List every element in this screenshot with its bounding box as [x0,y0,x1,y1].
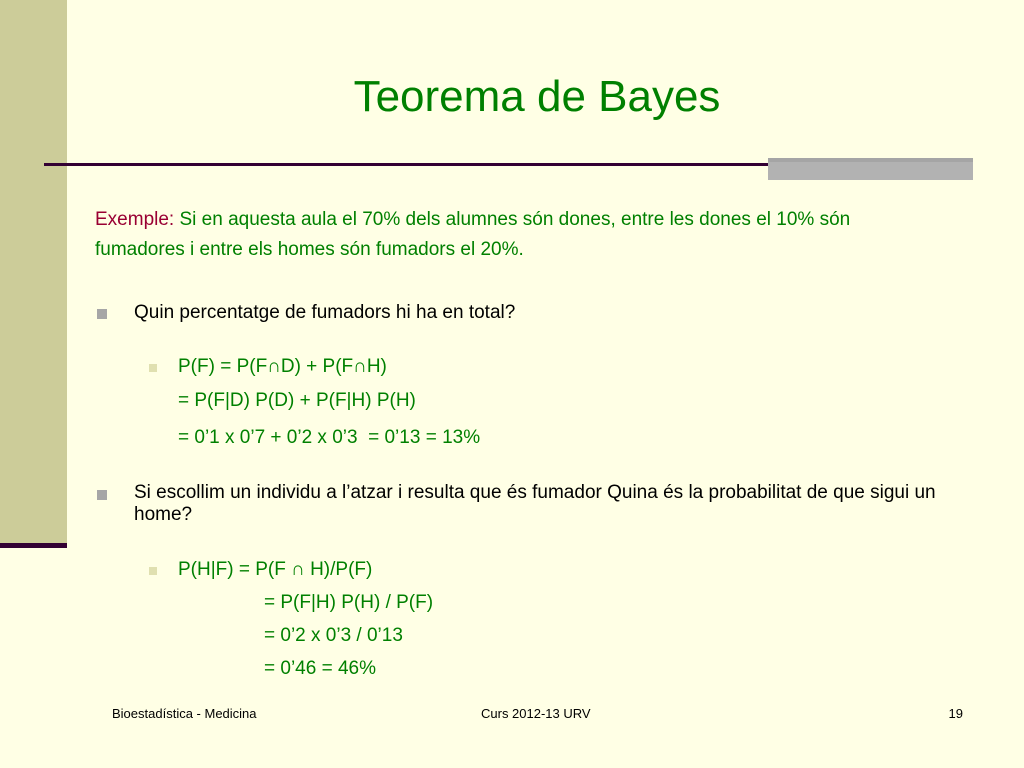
answer-2-line-3: = 0’2 x 0’3 / 0’13 [264,625,403,646]
sub-bullet-square-icon [149,567,157,575]
footer-course: Bioestadística - Medicina [112,706,257,721]
footer-year: Curs 2012-13 URV [481,706,591,721]
answer-2-line-2: = P(F|H) P(H) / P(F) [264,592,434,613]
example-label: Exemple: [95,209,175,230]
question-1: Quin percentatge de fumadors hi ha en total? [134,302,516,323]
question-2: Si escollim un individu a l’atzar i resulta que és fumador Quina és la probabilitat de que sigui un home? [134,482,936,525]
bullet-square-icon [97,309,107,319]
sub-bullet-square-icon [149,364,157,372]
page-number: 19 [948,706,963,721]
sidebar-bottom-rule [0,543,67,548]
answer-1-line-1: P(F) = P(F∩D) + P(F∩H) [178,356,387,377]
answer-2-line-4: = 0’46 = 46% [264,658,376,679]
example-text: Si en aquesta aula el 70% dels alumnes són dones, entre les dones el 10% són fumadores i entre els homes són fumadors el 20%. [95,209,851,260]
slide-title: Teorema de Bayes [353,72,721,121]
answer-2-line-1: P(H|F) = P(F ∩ H)/P(F) [178,559,373,580]
bullet-square-icon [97,490,107,500]
answer-1-line-2: = P(F|D) P(D) + P(F|H) P(H) [178,390,416,411]
title-divider-accent [768,158,973,180]
answer-1-line-3: = 0’1 x 0’7 + 0’2 x 0’3 = 0’13 = 13% [178,427,481,448]
example-paragraph [95,205,925,265]
